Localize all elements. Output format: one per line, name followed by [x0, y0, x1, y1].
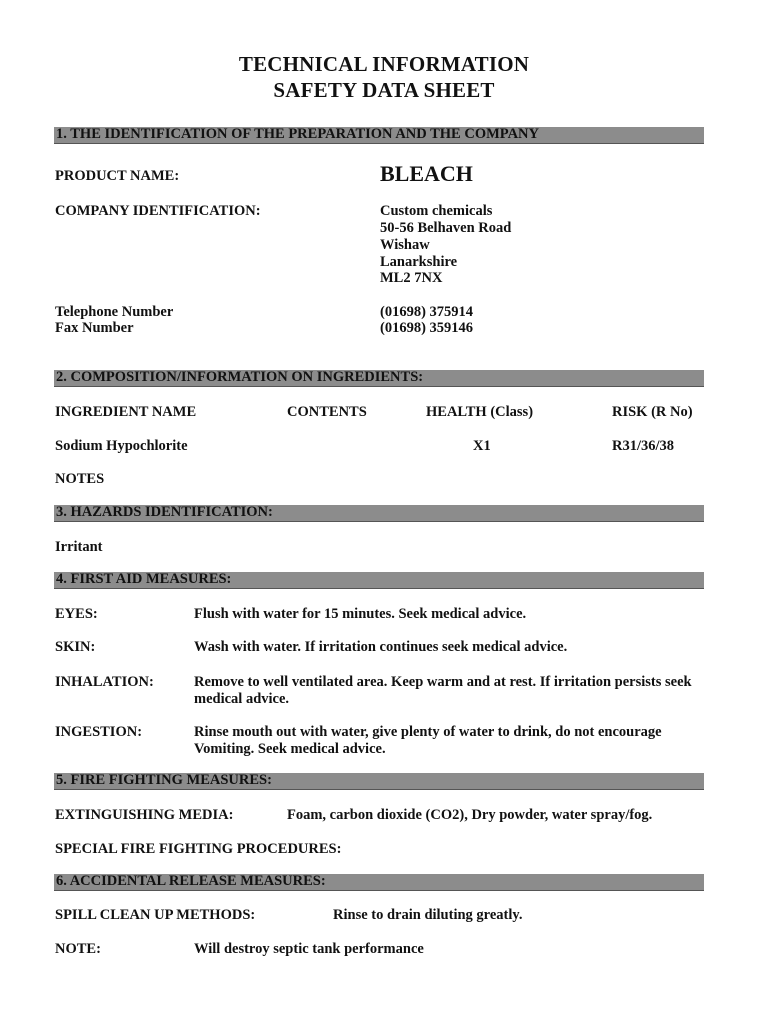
company-identification-label: COMPANY IDENTIFICATION:	[55, 203, 261, 219]
ingredient-risk-cell: R31/36/38	[612, 438, 675, 454]
extinguishing-media-label: EXTINGUISHING MEDIA:	[55, 807, 234, 823]
notes-label: NOTES	[55, 471, 105, 487]
telephone-value: (01698) 375914	[380, 304, 474, 320]
note-label: NOTE:	[55, 941, 101, 957]
section-2-band	[54, 370, 704, 387]
eyes-label: EYES:	[55, 606, 98, 622]
ingestion-text: Rinse mouth out with water, give plenty of water to drink, do not encourage Vomiting. Seek medical advice.	[194, 724, 662, 757]
section-4-heading: 4. FIRST AID MEASURES:	[56, 571, 232, 587]
note-text: Will destroy septic tank performance	[194, 941, 424, 957]
doc-title-line2: SAFETY DATA SHEET	[273, 78, 495, 102]
col-risk: RISK (R No)	[612, 404, 693, 420]
spill-cleanup-text: Rinse to drain diluting greatly.	[333, 907, 523, 923]
company-line-4: Lanarkshire	[380, 254, 458, 270]
section-6-band	[54, 874, 704, 891]
section-1-band	[54, 127, 704, 144]
section-1-heading: 1. THE IDENTIFICATION OF THE PREPARATION AND THE COMPANY	[56, 126, 539, 142]
company-line-3: Wishaw	[380, 237, 430, 253]
telephone-label: Telephone Number	[55, 304, 174, 320]
doc-title-line1: TECHNICAL INFORMATION	[238, 52, 530, 76]
fax-label: Fax Number	[55, 320, 134, 336]
special-procedures-label: SPECIAL FIRE FIGHTING PROCEDURES:	[55, 841, 342, 857]
inhalation-label: INHALATION:	[55, 674, 154, 690]
section-5-band	[54, 773, 704, 790]
fax-value: (01698) 359146	[380, 320, 474, 336]
section-2-heading: 2. COMPOSITION/INFORMATION ON INGREDIENTS:	[56, 369, 424, 385]
product-name-label: PRODUCT NAME:	[55, 168, 180, 184]
skin-text: Wash with water. If irritation continues seek medical advice.	[194, 639, 568, 655]
hazard-text: Irritant	[55, 539, 103, 555]
skin-label: SKIN:	[55, 639, 96, 655]
inhalation-text: Remove to well ventilated area. Keep warm and at rest. If irritation persists seek medical advice.	[194, 674, 692, 707]
ingestion-label: INGESTION:	[55, 724, 143, 740]
company-line-1: Custom chemicals	[380, 203, 493, 219]
col-health-class: HEALTH (Class)	[426, 404, 534, 420]
col-contents: CONTENTS	[287, 404, 367, 420]
section-5-heading: 5. FIRE FIGHTING MEASURES:	[56, 772, 272, 788]
company-line-2: 50-56 Belhaven Road	[380, 220, 512, 236]
section-3-band	[54, 505, 704, 522]
ingredient-name-cell: Sodium Hypochlorite	[55, 438, 188, 454]
col-ingredient-name: INGREDIENT NAME	[55, 404, 197, 420]
section-4-band	[54, 572, 704, 589]
extinguishing-media-text: Foam, carbon dioxide (CO2), Dry powder, water spray/fog.	[287, 807, 653, 823]
company-line-5: ML2 7NX	[380, 270, 443, 286]
product-name-value: BLEACH	[380, 161, 473, 186]
eyes-text: Flush with water for 15 minutes. Seek medical advice.	[194, 606, 527, 622]
section-3-heading: 3. HAZARDS IDENTIFICATION:	[56, 504, 273, 520]
spill-cleanup-label: SPILL CLEAN UP METHODS:	[55, 907, 256, 923]
section-6-heading: 6. ACCIDENTAL RELEASE MEASURES:	[56, 873, 326, 889]
ingredient-health-cell: X1	[473, 438, 491, 454]
